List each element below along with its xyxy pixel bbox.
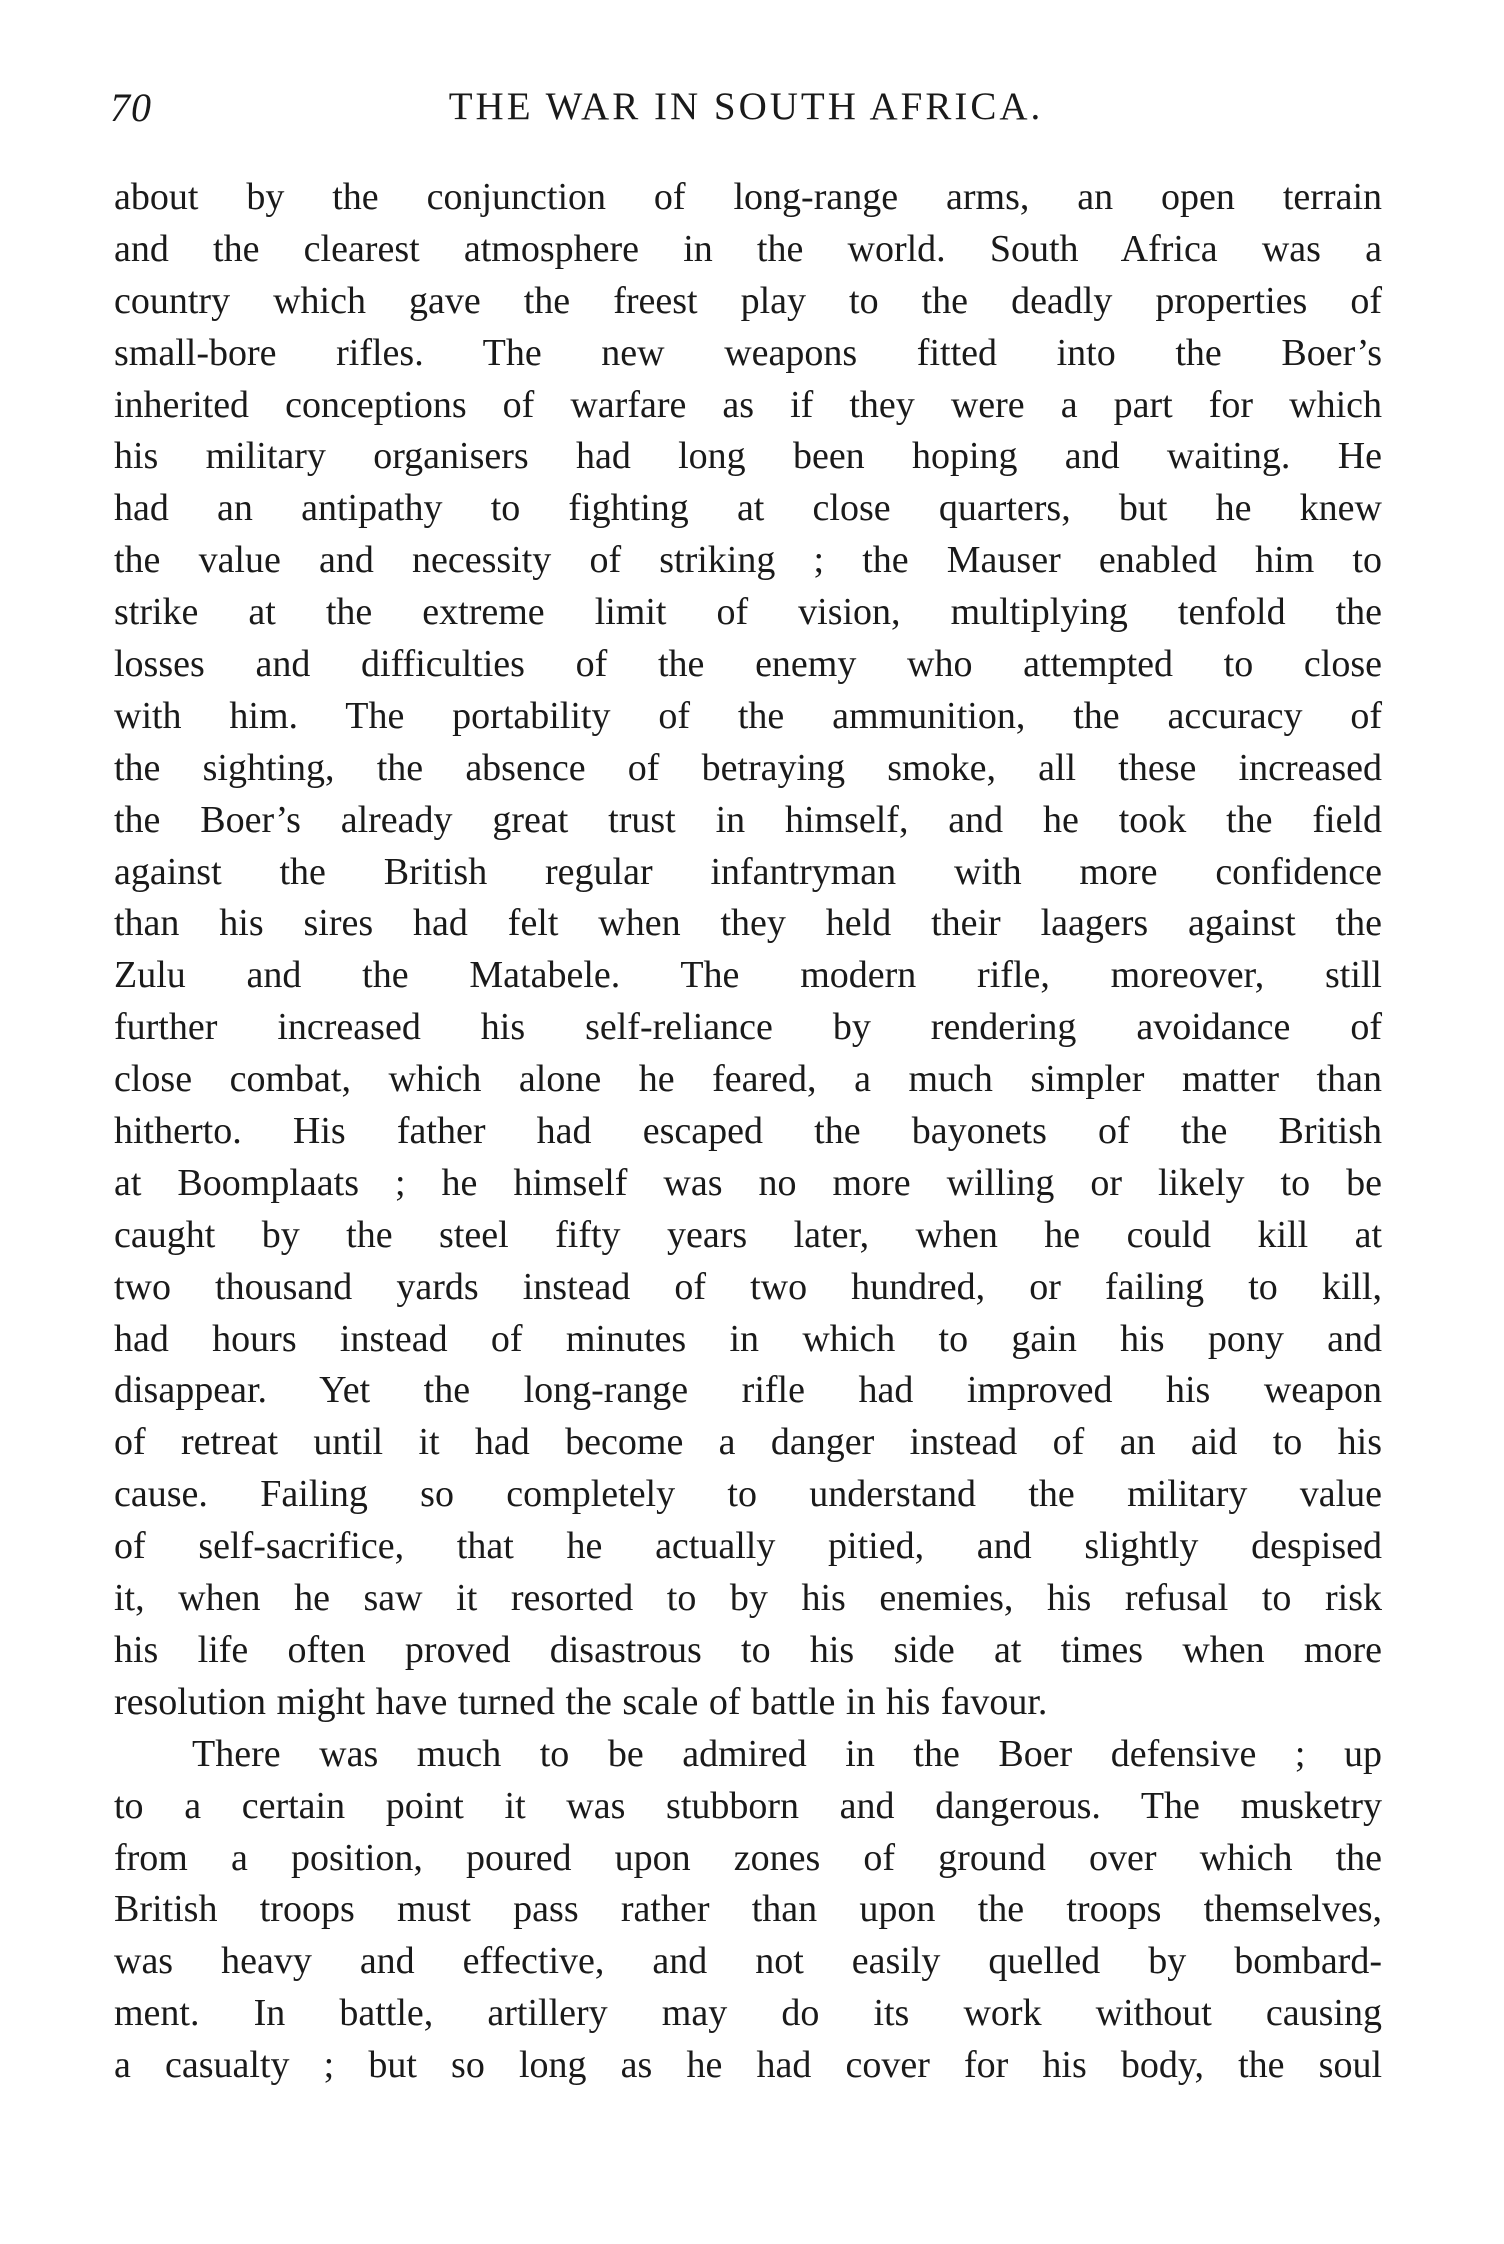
text-line: his life often proved disastrous to his side at times when more: [114, 1628, 1382, 1671]
text-line: had an antipathy to fighting at close quarters, but he knew: [114, 487, 1382, 530]
text-line: small-bore rifles. The new weapons fitted into the Boer’s: [114, 331, 1382, 374]
text-line: against the British regular infantryman with more confidence: [114, 850, 1382, 893]
text-line: it, when he saw it resorted to by his enemies, his refusal to risk: [114, 1577, 1382, 1620]
text-line: his military organisers had long been hoping and waiting. He: [114, 435, 1382, 478]
running-title: THE WAR IN SOUTH AFRICA.: [448, 85, 1044, 128]
text-line: the value and necessity of striking ; the Mauser enabled him to: [114, 539, 1382, 582]
text-line: losses and difficulties of the enemy who attempted to close: [114, 643, 1382, 686]
text-line: hitherto. His father had escaped the bayonets of the British: [114, 1110, 1382, 1153]
paragraph-start-line: There was much to be admired in the Boer defensive ; up: [192, 1732, 1382, 1775]
body-text: [114, 172, 1382, 2092]
paragraph-end-line: resolution might have turned the scale of battle in his favour.: [114, 1680, 1048, 1723]
text-line: inherited conceptions of warfare as if they were a part for which: [114, 383, 1382, 426]
text-line: was heavy and effective, and not easily quelled by bombard-: [114, 1940, 1382, 1983]
text-line: Zulu and the Matabele. The modern rifle, moreover, still: [114, 954, 1382, 997]
text-line: further increased his self-reliance by rendering avoidance of: [114, 1006, 1382, 1049]
text-line: the Boer’s already great trust in himself, and he took the field: [114, 798, 1382, 841]
text-line: and the clearest atmosphere in the world. South Africa was a: [114, 227, 1382, 270]
text-line: at Boomplaats ; he himself was no more willing or likely to be: [114, 1161, 1382, 1204]
text-line: of self-sacrifice, that he actually pitied, and slightly despised: [114, 1525, 1382, 1568]
text-line: disappear. Yet the long-range rifle had improved his weapon: [114, 1369, 1382, 1412]
text-line: caught by the steel fifty years later, when he could kill at: [114, 1213, 1382, 1256]
text-line: country which gave the freest play to the deadly properties of: [114, 279, 1382, 322]
text-line: cause. Failing so completely to understand the military value: [114, 1473, 1382, 1516]
text-line: close combat, which alone he feared, a much simpler matter than: [114, 1058, 1382, 1101]
text-line: had hours instead of minutes in which to gain his pony and: [114, 1317, 1382, 1360]
running-head: [110, 84, 1382, 144]
text-line: of retreat until it had become a danger instead of an aid to his: [114, 1421, 1382, 1464]
text-line: British troops must pass rather than upon the troops themselves,: [114, 1888, 1382, 1931]
text-line: with him. The portability of the ammunition, the accuracy of: [114, 694, 1382, 737]
text-line: about by the conjunction of long-range arms, an open terrain: [114, 176, 1382, 218]
text-line: strike at the extreme limit of vision, multiplying tenfold the: [114, 591, 1382, 634]
page-number: 70: [110, 85, 152, 130]
text-line: than his sires had felt when they held their laagers against the: [114, 902, 1382, 945]
text-line: from a position, poured upon zones of ground over which the: [114, 1836, 1382, 1879]
text-line: two thousand yards instead of two hundred, or failing to kill,: [114, 1265, 1382, 1308]
text-line: to a certain point it was stubborn and dangerous. The musketry: [114, 1784, 1382, 1827]
text-line: the sighting, the absence of betraying smoke, all these increased: [114, 746, 1382, 789]
text-line: ment. In battle, artillery may do its work without causing: [114, 1992, 1382, 2035]
text-line: a casualty ; but so long as he had cover for his body, the soul: [114, 2044, 1382, 2087]
